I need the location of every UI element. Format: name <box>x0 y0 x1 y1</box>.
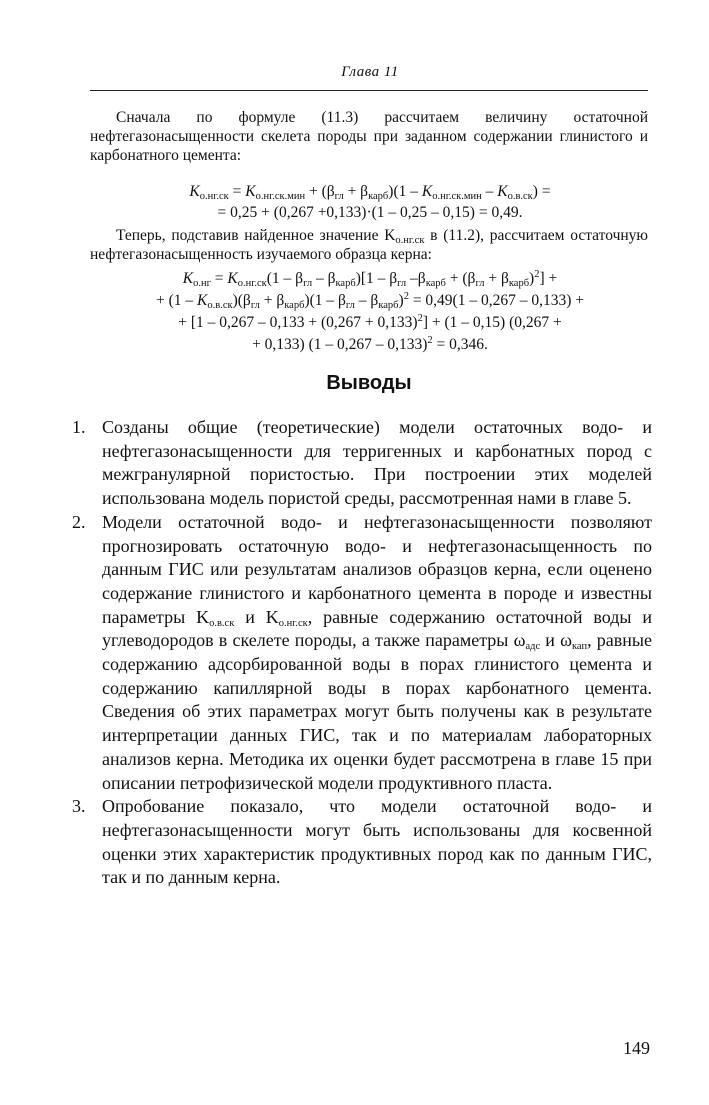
formula-2-line-3: + $[1 - 0,267 - 0,133 + (0,267 + 0,133)^2] + (1 - 0,15)$ (0,267 + <box>178 313 562 331</box>
intro-paragraph-2-text: Теперь, подставив найденное значение K <box>116 227 396 244</box>
running-header: Глава 11 <box>341 64 399 80</box>
list-item-sub-b: о.нг.ск <box>278 617 308 629</box>
section-heading: Выводы <box>326 372 412 394</box>
page-number: 149 <box>623 1038 650 1058</box>
list-item-text-d: и ω <box>540 630 572 651</box>
intro-paragraph-1: Сначала по формуле (11.3) рассчитаем величину остаточной нефтегазонасыщенности скелета породы при заданном содержании глинистого и карбонатного цемента: <box>90 109 648 164</box>
list-item-sub-d: кап <box>571 641 588 653</box>
intro-paragraph-2-sub: о.нг.ск <box>395 235 425 246</box>
formula-2-line-2: + $(1 - K_{о.в.ск})(\beta_{гл} + \beta_{карб})(1 - \beta_{гл} - \beta_{карб})^2 = 0,49(1 - 0,267 - 0,133)$ + <box>156 291 584 311</box>
list-item-number: 3. <box>72 796 86 817</box>
header-rule <box>90 90 648 91</box>
list-item <box>72 416 652 511</box>
list-item-number: 1. <box>72 417 86 437</box>
list-item-text: Опробование показало, что модели остаточной водо- и нефтегазонасыщенности могут быть использованы для косвенной оценки этих характеристик продуктивных пород как по данным ГИС, так и по данным керна. <box>102 796 652 888</box>
list-item-text-a: Модели остаточной водо- и нефтегазонасыщенности позволяют прогнозировать остаточную водо- и нефтегазонасыщенность по данным ГИС или результатам анализов образцов керна, если оценено содержание глинистого и карбонатного цемента в породе и известны параметры K <box>102 511 652 627</box>
intro-paragraph-2-tail: в (11.2), рассчитаем остаточную нефтегазонасыщенность изучаемого образца керна: <box>90 227 648 263</box>
list-item-sub-c: адс <box>525 641 541 653</box>
list-item-text: Созданы общие (теоретические) модели остаточных водо- и нефтегазонасыщенности для терригенных и карбонатных пород с межгранулярной пористостью. При построении этих моделей использована модель пористой среды, рассмотренная нами в главе 5. <box>102 417 652 509</box>
list-item-number: 2. <box>72 511 86 532</box>
list-item-sub-a: о.в.ск <box>209 617 235 629</box>
conclusions-list <box>72 416 652 890</box>
formula-2-line-1: $K_{о.нг} = K_{о.нг.ск}(1 - \beta_{гл} - \beta_{карб})[1 - \beta_{гл}$ $-\beta_{карб} + (\beta_{гл} + \beta_{карб})^2$] + <box>182 269 558 289</box>
formula-1-line-1: $K_{о.нг.ск} = K_{о.нг.ск.мин} + (\beta_{гл} + \beta_{карб})(1 - K_{о.нг.ск.мин} - K_{о.в.ск})$ = <box>189 183 551 202</box>
formula-1-line-2: = 0,25 + (0,267 +0,133)·(1 – 0,25 – 0,15) = 0,49. <box>217 204 523 221</box>
formula-2-line-4: + 0,133) (1 – 0,267 – 0,133)$^2$ = 0,346. <box>252 335 488 353</box>
list-item-text-b: и K <box>234 606 279 627</box>
list-item <box>72 795 652 890</box>
intro-paragraph-2 <box>90 226 648 264</box>
list-item-text-c: , равные содержанию остаточной воды и углеводородов в скелете породы, а также параметры ω <box>102 606 652 651</box>
list-item-text-e: , равные содержанию адсорбированной воды в порах глинистого цемента и содержанию капиллярной воды в порах карбонатного цемента. Сведения об этих параметрах могут быть получены как в результате интерпретации данных ГИС, так и по материалам лабораторных анализов керна. Методика их оценки будет рассмотрена в главе 15 при описании петрофизической модели продуктивного пласта. <box>102 630 652 793</box>
list-item <box>72 511 652 795</box>
